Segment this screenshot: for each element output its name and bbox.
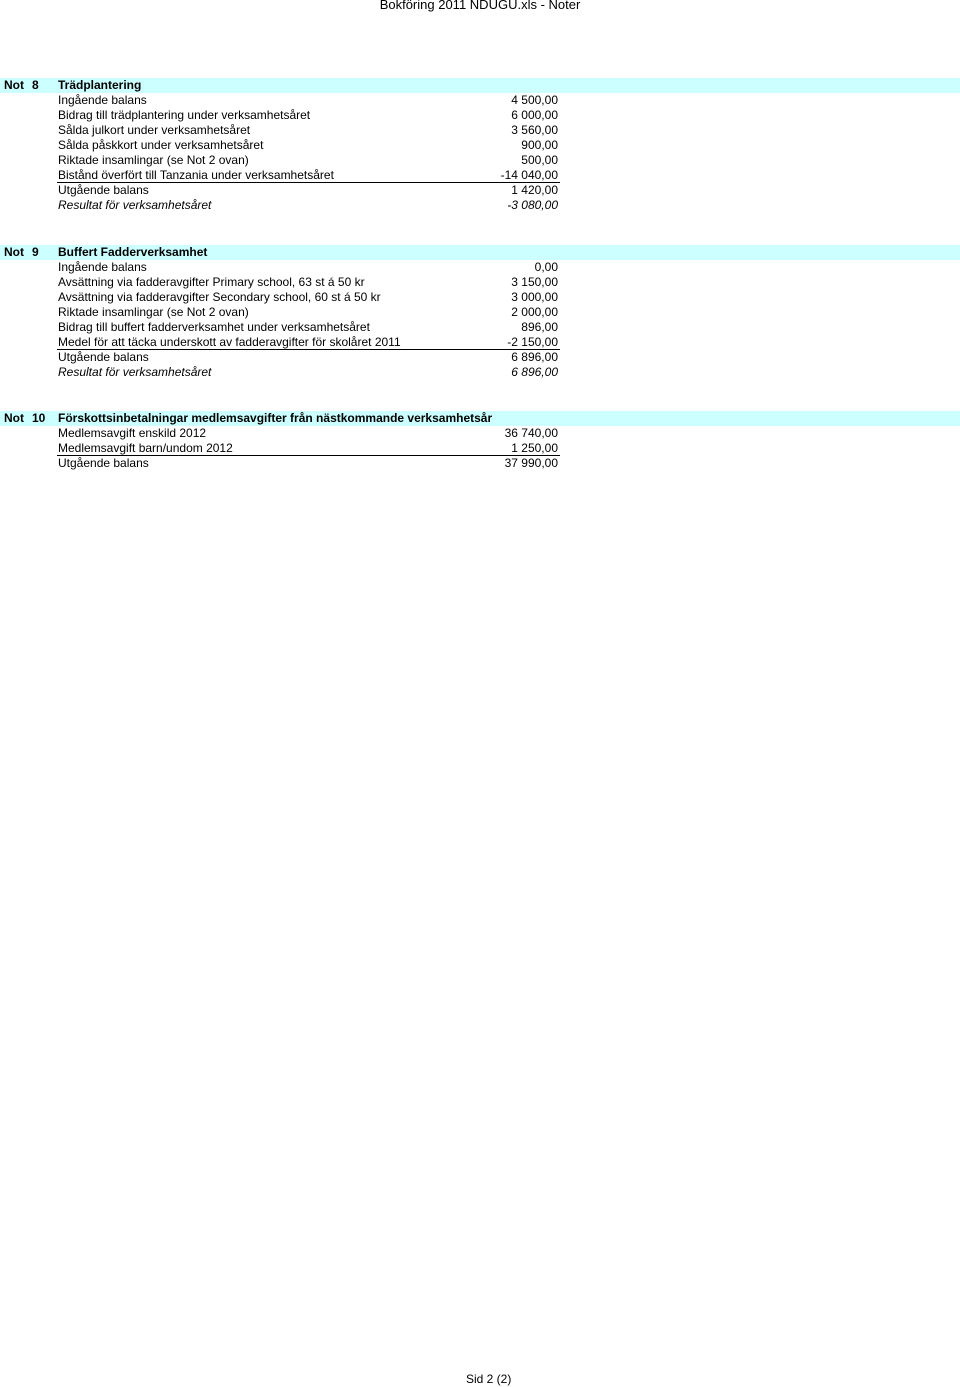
note-label: Not (4, 411, 24, 425)
note-label: Not (4, 245, 24, 259)
table-row (0, 123, 960, 138)
row-value: 2 000,00 (511, 305, 558, 319)
note-title: Trädplantering (58, 78, 142, 92)
row-value: 37 990,00 (504, 456, 558, 470)
page-header (0, 0, 960, 11)
note-header (0, 78, 960, 93)
row-label: Bidrag till trädplantering under verksamhetsåret (58, 108, 311, 122)
row-value: -2 150,00 (507, 335, 558, 349)
row-value: 896,00 (521, 320, 558, 334)
note-header (0, 411, 960, 426)
row-label: Bidrag till buffert fadderverksamhet under verksamhetsåret (58, 320, 370, 334)
row-label: Ingående balans (58, 260, 147, 274)
closing-balance-row (0, 183, 960, 198)
note-number: 10 (32, 411, 46, 425)
note-label: Not (4, 78, 24, 92)
row-label: Sålda påskkort under verksamhetsåret (58, 138, 264, 152)
row-value: 0,00 (534, 260, 558, 274)
document-title: Bokföring 2011 NDUGU.xls - Noter (379, 0, 581, 12)
row-label: Medel för att täcka underskott av fadderavgifter för skolåret 2011 (58, 335, 401, 349)
table-row (0, 168, 960, 183)
table-row (0, 275, 960, 290)
closing-balance-row (0, 456, 960, 471)
note-8 (0, 78, 960, 213)
row-label: Resultat för verksamhetsåret (58, 198, 212, 212)
row-label: Utgående balans (58, 456, 149, 470)
row-label: Bistånd överfört till Tanzania under verksamhetsåret (58, 168, 334, 182)
result-row (0, 365, 960, 380)
row-label: Riktade insamlingar (se Not 2 ovan) (58, 305, 249, 319)
row-value: 1 420,00 (511, 183, 558, 197)
row-value: 3 560,00 (511, 123, 558, 137)
note-9 (0, 245, 960, 380)
row-value: 6 896,00 (511, 350, 558, 364)
row-value: 36 740,00 (504, 426, 558, 440)
table-row (0, 320, 960, 335)
table-row (0, 93, 960, 108)
table-row (0, 305, 960, 320)
note-title: Buffert Fadderverksamhet (58, 245, 208, 259)
page-number: Sid 2 (2) (466, 1372, 512, 1386)
row-label: Resultat för verksamhetsåret (58, 365, 212, 379)
row-label: Utgående balans (58, 183, 149, 197)
note-10 (0, 411, 960, 471)
table-row (0, 441, 960, 456)
row-label: Medlemsavgift barn/undom 2012 (58, 441, 233, 455)
row-value: 1 250,00 (511, 441, 558, 455)
result-row (0, 198, 960, 213)
note-title: Förskottsinbetalningar medlemsavgifter från nästkommande verksamhetsår (58, 411, 493, 425)
table-row (0, 138, 960, 153)
note-number: 9 (32, 245, 39, 259)
row-label: Avsättning via fadderavgifter Primary school, 63 st á 50 kr (58, 275, 365, 289)
table-row (0, 335, 960, 350)
table-row (0, 153, 960, 168)
table-row (0, 290, 960, 305)
row-label: Avsättning via fadderavgifter Secondary school, 60 st á 50 kr (58, 290, 381, 304)
row-label: Ingående balans (58, 93, 147, 107)
row-label: Sålda julkort under verksamhetsåret (58, 123, 251, 137)
row-value: 4 500,00 (511, 93, 558, 107)
row-value: -3 080,00 (507, 198, 558, 212)
row-label: Medlemsavgift enskild 2012 (58, 426, 207, 440)
row-value: 6 896,00 (511, 365, 558, 379)
row-value: 3 000,00 (511, 290, 558, 304)
table-row (0, 260, 960, 275)
row-label: Utgående balans (58, 350, 149, 364)
row-value: 6 000,00 (511, 108, 558, 122)
table-row (0, 108, 960, 123)
note-header (0, 245, 960, 260)
table-row (0, 426, 960, 441)
row-label: Riktade insamlingar (se Not 2 ovan) (58, 153, 249, 167)
row-value: 3 150,00 (511, 275, 558, 289)
row-value: -14 040,00 (500, 168, 558, 182)
closing-balance-row (0, 350, 960, 365)
note-number: 8 (32, 78, 39, 92)
row-value: 900,00 (521, 138, 558, 152)
row-value: 500,00 (521, 153, 558, 167)
